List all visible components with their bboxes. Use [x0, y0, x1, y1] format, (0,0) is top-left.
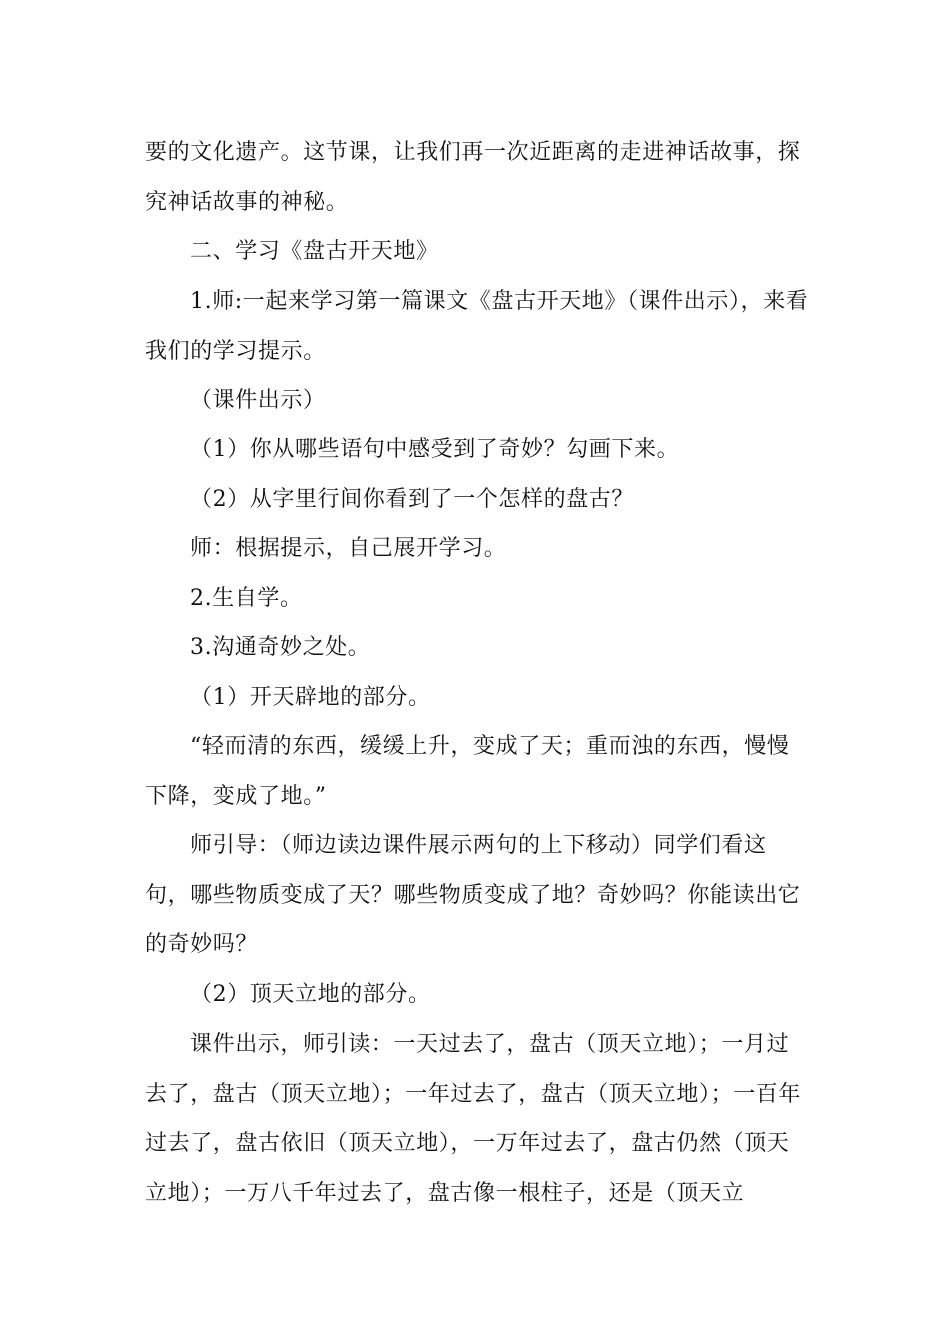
paragraph-subsection-2: （2）顶天立地的部分。 [190, 982, 431, 1007]
paragraph-step-2: 2.生自学。 [190, 586, 303, 611]
paragraph-quote: “轻而清的东西，缓缓上升，变成了天；重而浊的东西，慢慢下降，变成了地。” [145, 734, 790, 809]
paragraph-step-1: 1.师:一起来学习第一篇课文《盘古开天地》（课件出示），来看我们的学习提示。 [145, 289, 809, 364]
paragraph-guided-reading: 课件出示，师引读：一天过去了，盘古（顶天立地）；一月过去了，盘古（顶天立地）；一年过去了，盘古（顶天立地）；一百年过去了，盘古依旧（顶天立地），一万年过去了，盘古仍然（顶天立地）；一万八千年过去了，盘古像一根柱子，还是（顶天立 [145, 1032, 802, 1206]
paragraph-prompt-2: （2）从字里行间你看到了一个怎样的盘古？ [190, 487, 634, 512]
paragraph-continuation: 要的文化遗产。这节课，让我们再一次近距离的走进神话故事，探究神话故事的神秘。 [145, 140, 801, 215]
paragraph-step-3: 3.沟通奇妙之处。 [190, 635, 371, 660]
paragraph-teacher-instruction: 师：根据提示，自己展开学习。 [190, 536, 507, 561]
paragraph-prompt-1: （1）你从哪些语句中感受到了奇妙？勾画下来。 [190, 437, 680, 462]
paragraph-teacher-guide: 师引导：（师边读边课件展示两句的上下移动）同学们看这句，哪些物质变成了天？哪些物质变成了地？奇妙吗？你能读出它的奇妙吗？ [145, 833, 801, 957]
paragraph-slide-label: （课件出示） [190, 388, 326, 413]
section-heading: 二、学习《盘古开天地》 [190, 239, 439, 264]
paragraph-subsection-1: （1）开天辟地的部分。 [190, 685, 431, 710]
